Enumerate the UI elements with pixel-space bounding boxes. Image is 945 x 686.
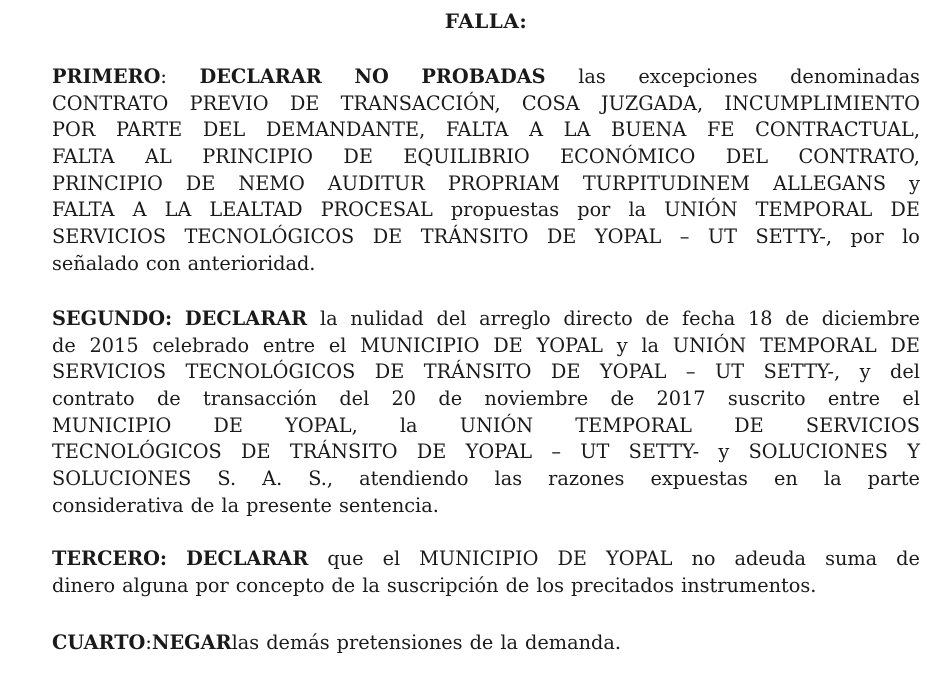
word: la [319,307,338,330]
word: la [628,198,647,222]
word: suma [825,547,878,570]
word: la [823,467,842,491]
word: entre [262,333,316,357]
text-line [52,493,920,520]
text-line [52,197,920,224]
bold-word: NO [354,65,389,88]
word: INCUMPLIMIENTO [724,91,920,115]
word: DE [343,145,373,169]
word: TRÁNSITO [423,360,532,384]
word: que [327,547,364,570]
word: en [774,467,798,491]
word: la [221,493,240,517]
word: de [505,573,530,597]
word: SOLUCIONES [748,440,888,464]
word: contrato [52,387,135,411]
word: LA [164,198,192,222]
word: YOPAL [606,547,673,570]
word: DE [546,225,577,249]
word: adeuda [734,547,807,570]
word: con [145,251,181,275]
word: del [436,307,467,330]
word: BUENA [611,118,687,142]
word: FALTA [52,198,115,222]
word: YOPAL [599,360,667,384]
word-group [52,630,152,657]
word: ALLEGANS [773,171,887,195]
word: NEMO [238,171,305,195]
word: TRÁNSITO [289,440,398,464]
word: lo [902,225,920,249]
word: SETTY- [628,440,700,464]
word: la [641,333,660,357]
word: – [551,440,561,464]
word: sentencia. [338,493,439,517]
bold-word: CUARTO [52,631,146,654]
word: ECONÓMICO [560,145,696,169]
word: : [145,631,152,654]
text-line [52,91,920,118]
word: TRANSACCIÓN, [340,91,501,115]
word: alguna [122,573,189,597]
text-line [52,224,920,251]
word: POR [52,118,96,142]
word: de [190,493,215,517]
word: TEMPORAL [755,198,873,222]
word: suscrito [727,387,806,411]
word: DE [890,198,920,222]
text-line [52,386,920,413]
word: DE [416,440,447,464]
word: YOPAL [465,440,533,464]
text-line [52,573,920,600]
word: SERVICIOS [805,413,920,437]
word: YOPAL, [285,413,358,437]
word: Y [907,440,920,464]
word: de [438,387,463,411]
word: AL [145,145,172,169]
word: UT [580,440,610,464]
word: de [896,547,920,570]
word: UNIÓN [672,333,747,357]
word: las [231,631,260,654]
text-line [52,630,920,657]
word: de [785,307,810,330]
word: – [679,225,690,249]
word: la [500,631,519,654]
word: DE [890,333,920,357]
word: expuestas [650,467,748,491]
word: directo [563,307,633,330]
word: MUNICIPIO [419,547,539,570]
word: TEMPORAL [575,413,692,437]
word: S., [308,467,334,491]
word: excepciones [638,65,758,88]
word: FALTA [445,118,509,142]
word: suscripción [386,573,499,597]
word: YOPAL [594,225,662,249]
word: A [132,198,147,222]
bold-word: NEGAR [151,631,232,654]
word: de [331,573,356,597]
word-group [52,64,167,91]
text-line [52,466,920,493]
word: – [685,360,696,384]
word: presente [246,493,332,517]
bold-word: PRIMERO [52,65,161,88]
word: por [195,573,229,597]
word: y [909,171,920,195]
word: SERVICIOS [52,360,167,384]
word: UT [714,360,745,384]
word: fecha [681,307,736,330]
word: A. [262,467,283,491]
bold-word: SEGUNDO: [52,307,173,330]
word: UNIÓN [664,198,738,222]
word: precitados [571,573,675,597]
word: razones [548,467,625,491]
word: DE [241,440,271,464]
word: UNIÓN [459,413,534,437]
word: TURPITUDINEM [582,171,751,195]
word: demás [266,631,330,654]
word: PROCESAL [320,198,433,222]
bold-word: DECLARAR [184,307,308,330]
word: la [362,573,380,597]
word: la [399,413,418,437]
word: de [469,631,494,654]
word: concepto [235,573,325,597]
word: transacción [202,387,318,411]
word: las [494,467,523,491]
word: diciembre [821,307,920,330]
word: denominadas [790,65,920,88]
word: dinero [52,573,116,597]
word: el [902,387,920,411]
word: SERVICIOS [52,225,167,249]
text-line [52,333,920,360]
word: DEMANDANTE, [265,118,426,142]
word: TECNOLÓGICOS [52,440,222,464]
word: JUZGADA, [600,91,704,115]
word: no [691,547,716,570]
word: CONTRATO, [798,145,920,169]
word: de [610,387,635,411]
word: de [156,387,181,411]
word: DE [213,413,243,437]
word: PARTE [115,118,183,142]
text-line [52,171,920,198]
text-line [52,117,920,144]
bold-word: DECLARAR [186,547,309,570]
paragraph-primero [52,64,920,278]
word: MUNICIPIO [52,413,172,437]
word: 20 [391,387,417,411]
word: DE [185,171,216,195]
text-line [52,413,920,440]
word: parte [867,467,920,491]
word: anterioridad. [187,251,316,275]
paragraph-segundo [52,306,920,520]
word: UT [707,225,737,249]
word: arreglo [479,307,551,330]
word: SETTY-, [755,225,833,249]
word: de [52,333,76,357]
word: DEL [725,145,769,169]
word: de [645,307,670,330]
word: instrumentos. [681,573,817,597]
word: del [890,360,920,384]
word: 18 [747,307,773,330]
word: DE [372,225,403,249]
word: el [328,333,347,357]
paragraph-cuarto [52,630,920,657]
text-line [52,251,920,278]
paragraph-tercero [52,546,920,599]
word: DE [550,360,581,384]
word: por [577,198,611,222]
word: señalado [52,251,139,275]
word: entre [827,387,881,411]
word: : [160,65,167,88]
text-line [52,546,920,573]
word: CONTRATO [52,91,169,115]
word: AUDITUR [327,171,425,195]
word: FALTA [52,145,115,169]
word: celebrado [152,333,250,357]
word: el [382,547,401,570]
word: por [850,225,884,249]
word: SOLUCIONES [52,467,192,491]
word: considerativa [52,493,184,517]
word: COSA [521,91,580,115]
document-title: FALLA: [444,9,528,33]
word: EQUILIBRIO [403,145,530,169]
word: DE [493,333,523,357]
text-line [52,359,920,386]
word: DE [734,413,764,437]
word: TRÁNSITO [420,225,529,249]
bold-word: DECLARAR [199,65,322,88]
word: LEALTAD [209,198,303,222]
word: DEL [202,118,246,142]
word: y [616,333,628,357]
word: atendiendo [359,467,469,491]
word: noviembre [484,387,589,411]
word: del [339,387,370,411]
word: YOPAL [536,333,603,357]
word: A [529,118,544,142]
word: S. [217,467,237,491]
word: PRINCIPIO [202,145,313,169]
word: PROPRIAM [447,171,560,195]
word: las [578,65,606,88]
word: CONTRACTUAL, [755,118,920,142]
word: demanda. [525,631,621,654]
word: DE [289,91,320,115]
word: TECNOLÓGICOS [184,225,355,249]
word: los [536,573,565,597]
bold-word: PROBADAS [421,65,546,88]
word: propuestas [450,198,560,222]
word: FE [706,118,735,142]
word: pretensiones [336,631,463,654]
word: DE [557,547,587,570]
word: MUNICIPIO [360,333,480,357]
word: TECNOLÓGICOS [185,360,356,384]
word: PRINCIPIO [52,171,163,195]
word: PREVIO [189,91,269,115]
word: 2015 [89,333,139,357]
word: y [718,440,730,464]
word: nulidad [350,307,424,330]
word: DE [374,360,405,384]
text-line [52,144,920,171]
word: 2017 [656,387,706,411]
word: y [859,360,871,384]
word: TEMPORAL [759,333,877,357]
bold-word: TERCERO: [52,547,168,570]
word: SETTY-, [763,360,841,384]
text-line [52,306,920,333]
word: LA [563,118,591,142]
text-line [52,439,920,466]
text-line [52,64,920,91]
